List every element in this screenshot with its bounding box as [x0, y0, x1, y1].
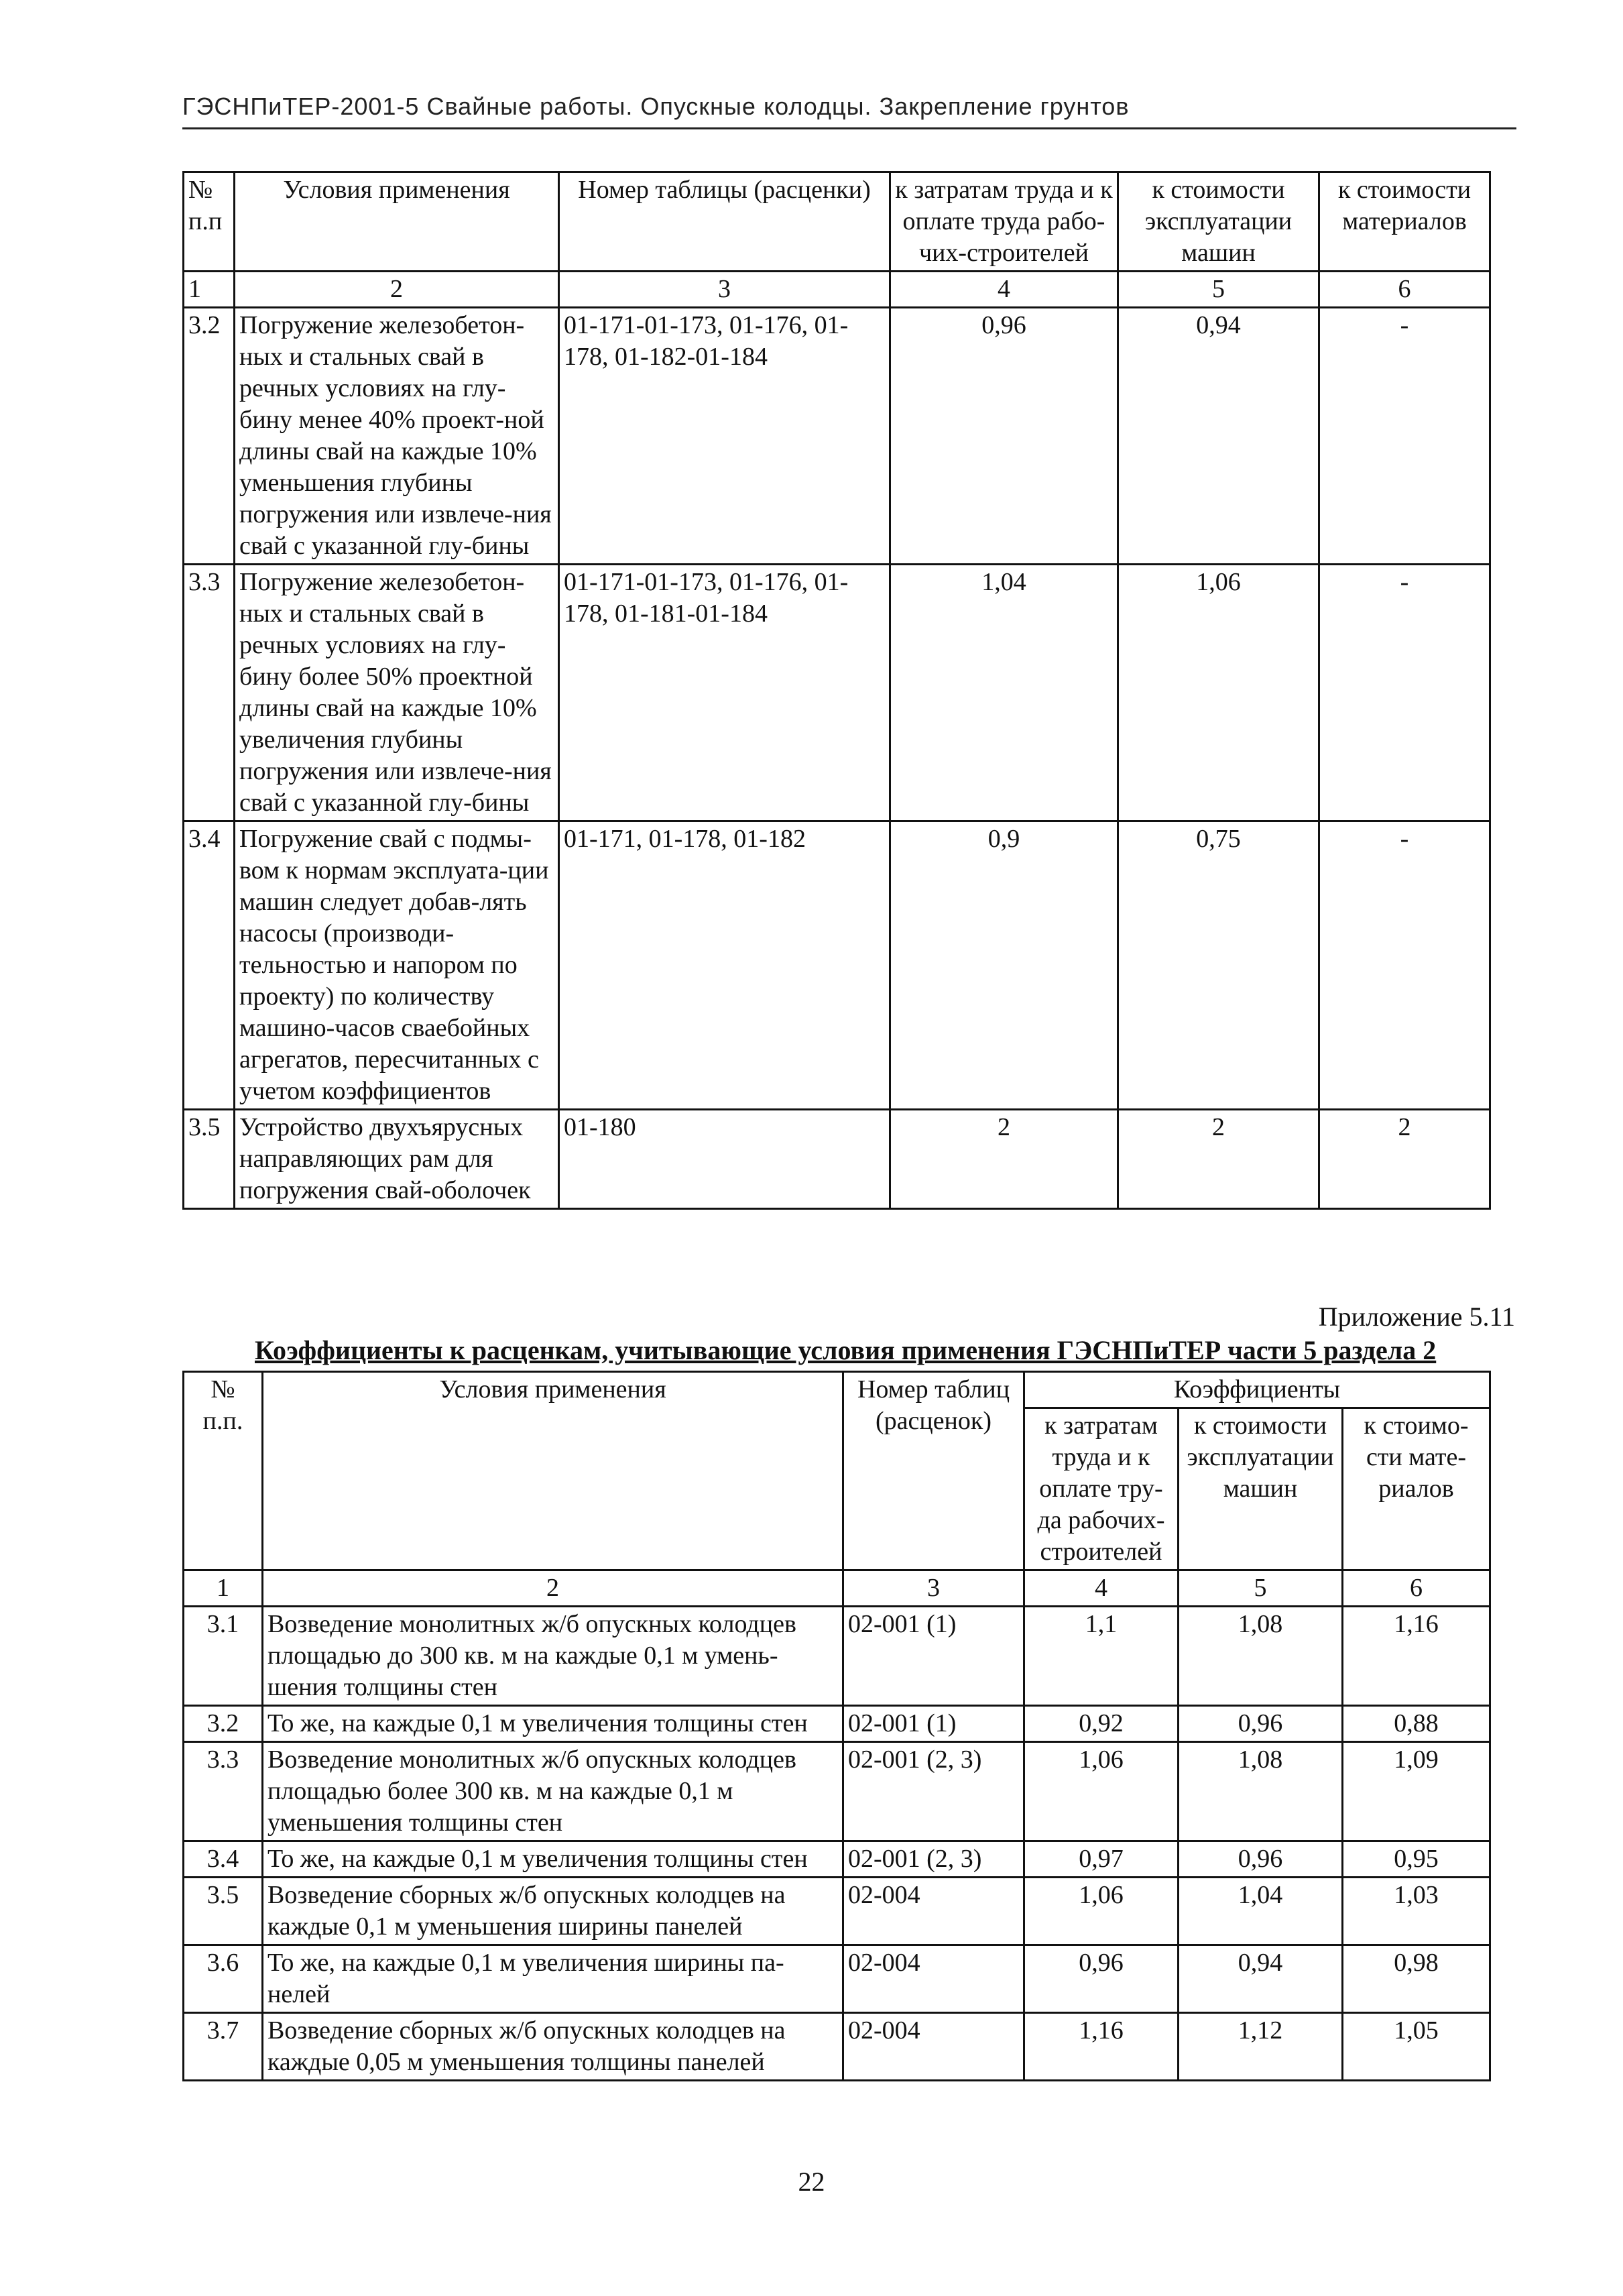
- table-header-row: [184, 1372, 1490, 1408]
- row-labor: 1,04: [890, 565, 1118, 821]
- annex-label: Приложение 5.11: [1318, 1302, 1515, 1332]
- row-machines: 1,12: [1179, 2013, 1343, 2081]
- row-num: 3.5: [184, 1878, 263, 1945]
- row-num: 3.6: [184, 1945, 263, 2013]
- col-number: 3: [559, 272, 890, 308]
- col-header-labor: к затратам труда и к оплате труда рабо-чих-строителей: [890, 172, 1118, 272]
- row-tables: 02-001 (2, 3): [843, 1841, 1024, 1878]
- col-header-coefficients: Коэффициенты: [1024, 1372, 1490, 1408]
- col-number: 4: [1024, 1570, 1179, 1607]
- col-header-materials: к стоимости материалов: [1319, 172, 1490, 272]
- col-header-labor: к затратам труда и к оплате тру-да рабочих-строителей: [1024, 1408, 1179, 1570]
- row-tables: 01-180: [559, 1110, 890, 1209]
- row-condition: То же, на каждые 0,1 м увеличения ширины па-нелей: [263, 1945, 843, 2013]
- row-materials: 1,03: [1343, 1878, 1490, 1945]
- row-machines: 0,94: [1118, 308, 1319, 565]
- row-condition: Возведение монолитных ж/б опускных колодцев площадью до 300 кв. м на каждые 0,1 м умень-шения толщины стен: [263, 1607, 843, 1706]
- row-num: 3.3: [184, 1742, 263, 1841]
- row-materials: 1,16: [1343, 1607, 1490, 1706]
- row-tables: 02-001 (1): [843, 1706, 1024, 1742]
- coefficients-table-part2: [182, 1371, 1491, 2081]
- row-condition: Возведение монолитных ж/б опускных колодцев площадью более 300 кв. м на каждые 0,1 м уменьшения толщины стен: [263, 1742, 843, 1841]
- row-condition: Возведение сборных ж/б опускных колодцев на каждые 0,1 м уменьшения ширины панелей: [263, 1878, 843, 1945]
- row-labor: 1,06: [1024, 1742, 1179, 1841]
- col-number: 5: [1118, 272, 1319, 308]
- row-tables: 02-004: [843, 1878, 1024, 1945]
- row-materials: 2: [1319, 1110, 1490, 1209]
- row-materials: 0,98: [1343, 1945, 1490, 2013]
- col-number: 6: [1319, 272, 1490, 308]
- row-machines: 1,08: [1179, 1607, 1343, 1706]
- row-machines: 1,04: [1179, 1878, 1343, 1945]
- row-materials: 0,88: [1343, 1706, 1490, 1742]
- table-row: [184, 1607, 1490, 1706]
- row-condition: Погружение железобетон-ных и стальных свай в речных условиях на глу-бину менее 40% проект-ной длины свай на каждые 10% уменьшения глубины погружения или извлече-ния свай с указанной глу-бины: [235, 308, 559, 565]
- col-header-condition: Условия применения: [235, 172, 559, 272]
- row-labor: 2: [890, 1110, 1118, 1209]
- row-materials: 0,95: [1343, 1841, 1490, 1878]
- col-number: 2: [263, 1570, 843, 1607]
- col-header-condition: Условия применения: [263, 1372, 843, 1570]
- row-num: 3.4: [184, 821, 235, 1110]
- row-labor: 0,96: [1024, 1945, 1179, 2013]
- table-row: [184, 565, 1490, 821]
- row-tables: 01-171-01-173, 01-176, 01-178, 01-182-01-184: [559, 308, 890, 565]
- row-tables: 02-004: [843, 1945, 1024, 2013]
- table-row: [184, 1841, 1490, 1878]
- col-number: 5: [1179, 1570, 1343, 1607]
- row-condition: Погружение железобетон-ных и стальных свай в речных условиях на глу-бину более 50% проектной длины свай на каждые 10% увеличения глубины погружения или извлече-ния свай с указанной глу-бины: [235, 565, 559, 821]
- table-row: [184, 308, 1490, 565]
- row-tables: 01-171-01-173, 01-176, 01-178, 01-181-01-184: [559, 565, 890, 821]
- row-num: 3.1: [184, 1607, 263, 1706]
- col-header-tables: Номер таблиц (расценок): [843, 1372, 1024, 1570]
- coefficients-table-part1: [182, 171, 1491, 1210]
- table-header-row: [184, 172, 1490, 272]
- table-row: [184, 1742, 1490, 1841]
- table-row: [184, 1110, 1490, 1209]
- row-labor: 0,92: [1024, 1706, 1179, 1742]
- col-number: 6: [1343, 1570, 1490, 1607]
- row-tables: 01-171, 01-178, 01-182: [559, 821, 890, 1110]
- row-machines: 0,75: [1118, 821, 1319, 1110]
- row-labor: 0,97: [1024, 1841, 1179, 1878]
- row-condition: То же, на каждые 0,1 м увеличения толщины стен: [263, 1706, 843, 1742]
- row-labor: 0,96: [890, 308, 1118, 565]
- col-header-num: № п.п.: [184, 1372, 263, 1570]
- page-header: ГЭСНПиТЕР-2001-5 Свайные работы. Опускные колодцы. Закрепление грунтов: [182, 93, 1516, 129]
- column-numbers-row: [184, 1570, 1490, 1607]
- row-tables: 02-004: [843, 2013, 1024, 2081]
- table-row: [184, 1706, 1490, 1742]
- col-header-machines: к стоимости эксплуатации машин: [1179, 1408, 1343, 1570]
- col-header-materials: к стоимо-сти мате-риалов: [1343, 1408, 1490, 1570]
- table2-title: Коэффициенты к расценкам, учитывающие условия применения ГЭСНПиТЕР части 5 раздела 2: [255, 1335, 1437, 1365]
- row-num: 3.4: [184, 1841, 263, 1878]
- row-num: 3.3: [184, 565, 235, 821]
- col-number: 3: [843, 1570, 1024, 1607]
- row-machines: 2: [1118, 1110, 1319, 1209]
- page-number: 22: [798, 2167, 825, 2197]
- row-materials: -: [1319, 308, 1490, 565]
- row-condition: То же, на каждые 0,1 м увеличения толщины стен: [263, 1841, 843, 1878]
- row-num: 3.2: [184, 1706, 263, 1742]
- row-num: 3.2: [184, 308, 235, 565]
- row-labor: 1,16: [1024, 2013, 1179, 2081]
- row-materials: -: [1319, 821, 1490, 1110]
- col-header-machines: к стоимости эксплуатации машин: [1118, 172, 1319, 272]
- col-number: 1: [184, 272, 235, 308]
- row-machines: 0,96: [1179, 1841, 1343, 1878]
- row-tables: 02-001 (1): [843, 1607, 1024, 1706]
- column-numbers-row: [184, 272, 1490, 308]
- table-row: [184, 1945, 1490, 2013]
- row-materials: -: [1319, 565, 1490, 821]
- row-machines: 0,96: [1179, 1706, 1343, 1742]
- row-tables: 02-001 (2, 3): [843, 1742, 1024, 1841]
- col-number: 2: [235, 272, 559, 308]
- row-num: 3.7: [184, 2013, 263, 2081]
- row-labor: 1,06: [1024, 1878, 1179, 1945]
- row-num: 3.5: [184, 1110, 235, 1209]
- row-materials: 1,05: [1343, 2013, 1490, 2081]
- table-row: [184, 2013, 1490, 2081]
- row-materials: 1,09: [1343, 1742, 1490, 1841]
- row-labor: 1,1: [1024, 1607, 1179, 1706]
- col-number: 1: [184, 1570, 263, 1607]
- table-row: [184, 821, 1490, 1110]
- col-header-num: № п.п: [184, 172, 235, 272]
- row-machines: 1,06: [1118, 565, 1319, 821]
- col-number: 4: [890, 272, 1118, 308]
- row-machines: 1,08: [1179, 1742, 1343, 1841]
- row-condition: Возведение сборных ж/б опускных колодцев на каждые 0,05 м уменьшения толщины панелей: [263, 2013, 843, 2081]
- table-row: [184, 1878, 1490, 1945]
- row-condition: Погружение свай с подмы-вом к нормам эксплуата-ции машин следует добав-лять насосы (производи-тельностью и напором по проекту) по количеству машино-часов сваебойных агрегатов, пересчитанных с учетом коэффициентов: [235, 821, 559, 1110]
- row-labor: 0,9: [890, 821, 1118, 1110]
- row-machines: 0,94: [1179, 1945, 1343, 2013]
- row-condition: Устройство двухъярусных направляющих рам для погружения свай-оболочек: [235, 1110, 559, 1209]
- col-header-tables: Номер таблицы (расценки): [559, 172, 890, 272]
